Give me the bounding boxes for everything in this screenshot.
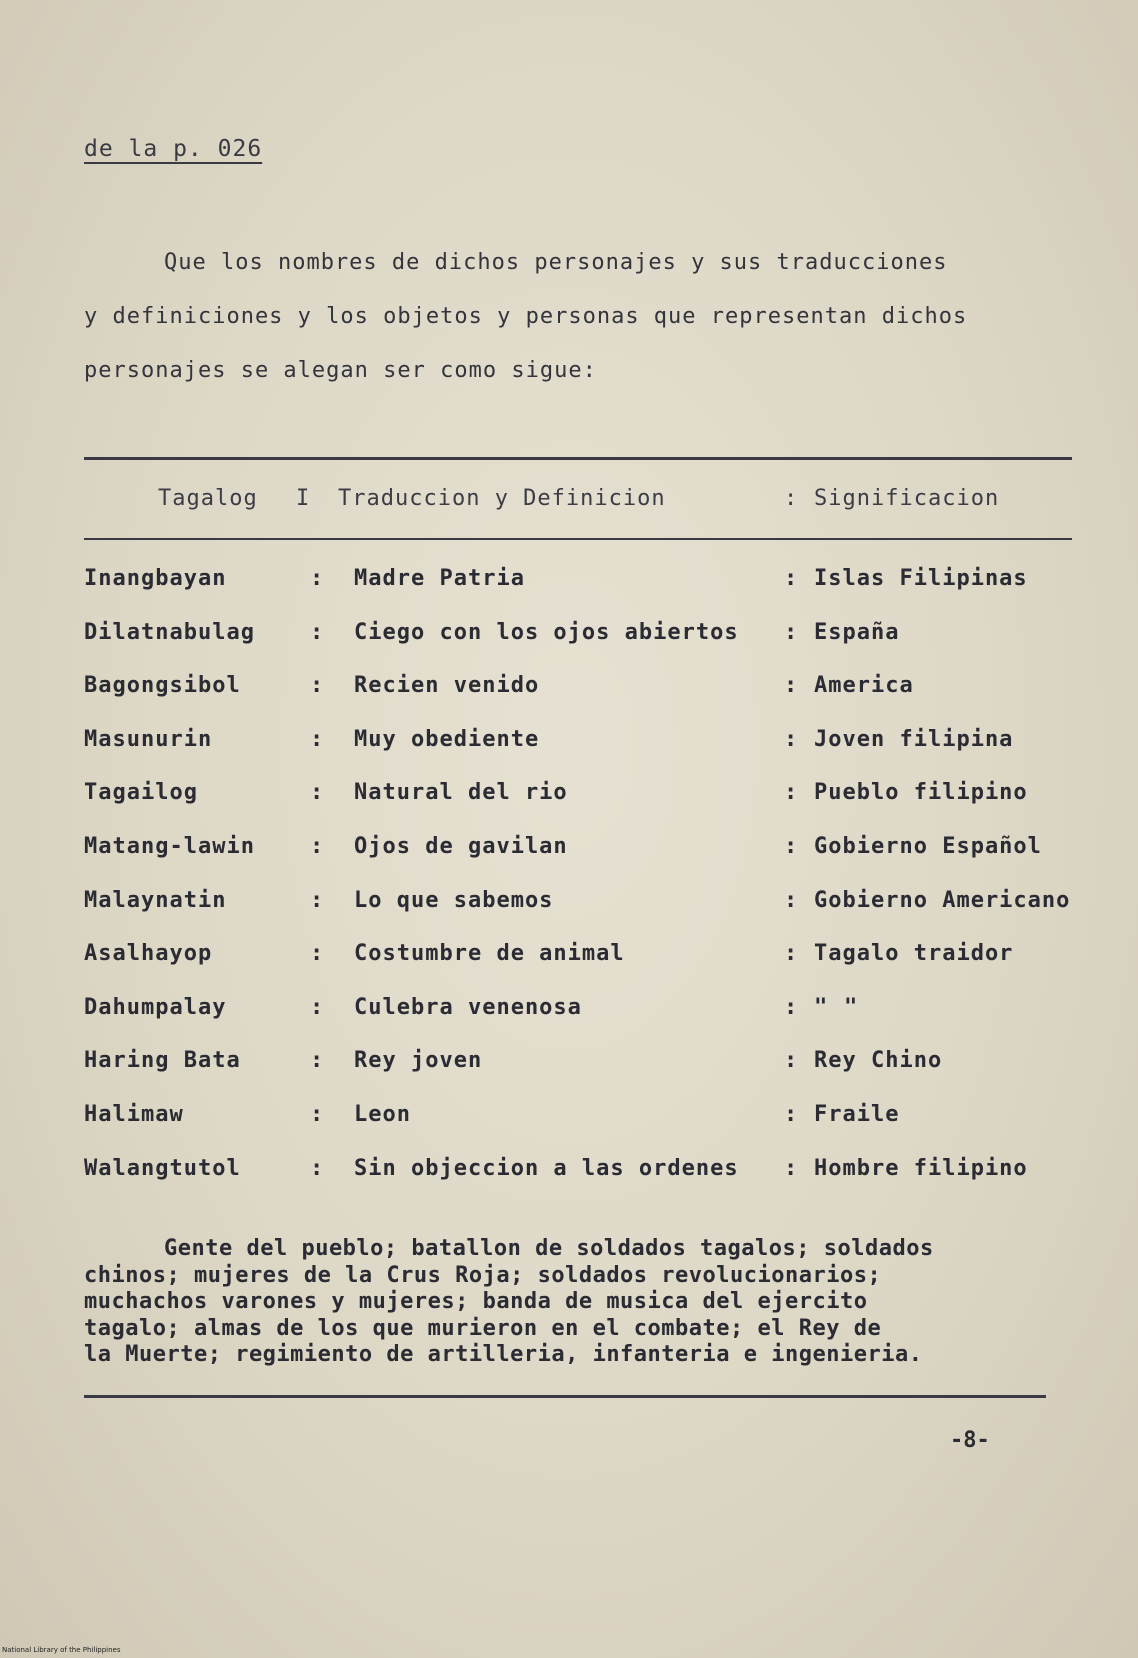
table-row xyxy=(84,566,1114,620)
cell-significacion: Pueblo filipino xyxy=(814,780,1028,806)
cell-separator: : xyxy=(310,887,325,913)
cell-traduccion: Muy obediente xyxy=(354,726,540,752)
cell-separator: : xyxy=(310,1155,325,1181)
table-row xyxy=(84,620,1114,674)
cell-separator: : xyxy=(784,994,799,1020)
ditto-mark: " xyxy=(814,994,829,1020)
header-tagalog: Tagalog xyxy=(158,486,258,511)
closing-line-4: tagalo; almas de los que murieron en el combate; el Rey de xyxy=(84,1315,882,1341)
intro-line-3: personajes se alegan ser como sigue: xyxy=(84,358,597,383)
closing-line-1: Gente del pueblo; batallon de soldados tagalos; soldados xyxy=(164,1236,934,1261)
cell-separator: : xyxy=(310,780,325,806)
cell-tagalog: Dahumpalay xyxy=(84,994,227,1020)
ditto-mark: " xyxy=(844,994,859,1020)
cell-separator: : xyxy=(310,833,325,859)
cell-traduccion: Culebra venenosa xyxy=(354,994,582,1020)
cell-separator: : xyxy=(784,673,799,699)
library-credit: National Library of the Philippines xyxy=(2,1646,121,1654)
cell-separator: : xyxy=(784,1155,799,1181)
cell-significacion: Fraile xyxy=(814,1101,900,1127)
cell-significacion: España xyxy=(814,619,900,645)
cell-separator: : xyxy=(310,566,325,591)
cell-traduccion: Natural del rio xyxy=(354,780,568,806)
page-reference: de la p. 026 xyxy=(84,136,263,162)
cell-tagalog: Inangbayan xyxy=(84,566,227,591)
cell-traduccion: Leon xyxy=(354,1101,411,1127)
cell-significacion: Rey Chino xyxy=(814,1048,943,1074)
table-row xyxy=(84,1156,1114,1210)
cell-separator: : xyxy=(310,673,325,699)
cell-traduccion: Costumbre de animal xyxy=(354,941,625,967)
intro-line-1: Que los nombres de dichos personajes y sus traducciones xyxy=(164,250,948,275)
cell-separator: : xyxy=(784,780,799,806)
cell-significacion: America xyxy=(814,673,914,699)
cell-separator: : xyxy=(784,566,799,591)
cell-separator: : xyxy=(784,1101,799,1127)
cell-tagalog: Walangtutol xyxy=(84,1155,241,1181)
cell-separator: : xyxy=(784,941,799,967)
cell-separator: : xyxy=(310,994,325,1020)
header-traduccion: Traduccion y Definicion xyxy=(338,486,666,511)
page-number: -8- xyxy=(950,1428,990,1453)
header-separator-1: I xyxy=(296,486,311,511)
cell-traduccion: Rey joven xyxy=(354,1048,483,1074)
cell-tagalog: Bagongsibol xyxy=(84,673,241,699)
intro-line-2: y definiciones y los objetos y personas que representan dichos xyxy=(84,304,968,329)
cell-traduccion: Recien venido xyxy=(354,673,540,699)
header-significacion: Significacion xyxy=(814,486,1000,511)
table-row xyxy=(84,1048,1114,1102)
cell-traduccion: Ciego con los ojos abiertos xyxy=(354,619,739,645)
cell-separator: : xyxy=(310,619,325,645)
cell-traduccion: Ojos de gavilan xyxy=(354,833,568,859)
cell-separator: : xyxy=(310,941,325,967)
cell-tagalog: Tagailog xyxy=(84,780,198,806)
table-row xyxy=(84,834,1114,888)
cell-separator: : xyxy=(310,726,325,752)
table-header-rule xyxy=(84,538,1072,540)
cell-tagalog: Asalhayop xyxy=(84,941,213,967)
cell-separator: : xyxy=(784,887,799,913)
cell-traduccion: Madre Patria xyxy=(354,566,525,591)
cell-significacion: Gobierno Español xyxy=(814,833,1042,859)
table-row xyxy=(84,727,1114,781)
cell-traduccion: Lo que sabemos xyxy=(354,887,554,913)
table-row xyxy=(84,780,1114,834)
table-row xyxy=(84,995,1114,1049)
table-row xyxy=(84,673,1114,727)
cell-significacion: Hombre filipino xyxy=(814,1155,1028,1181)
cell-separator: : xyxy=(784,726,799,752)
closing-line-5: la Muerte; regimiento de artilleria, infanteria e ingenieria. xyxy=(84,1342,923,1368)
cell-tagalog: Halimaw xyxy=(84,1101,184,1127)
cell-tagalog: Haring Bata xyxy=(84,1048,241,1074)
table-row xyxy=(84,888,1114,942)
header-separator-2: : xyxy=(784,486,799,511)
table-row xyxy=(84,1102,1114,1156)
table-top-rule xyxy=(84,457,1072,460)
cell-tagalog: Masunurin xyxy=(84,726,213,752)
cell-separator: : xyxy=(784,619,799,645)
closing-paragraph xyxy=(84,1236,1074,1369)
cell-significacion: Gobierno Americano xyxy=(814,887,1071,913)
cell-traduccion: Sin objeccion a las ordenes xyxy=(354,1155,739,1181)
cell-separator: : xyxy=(310,1101,325,1127)
bottom-rule xyxy=(84,1395,1046,1398)
cell-significacion: Tagalo traidor xyxy=(814,941,1014,967)
cell-separator: : xyxy=(784,833,799,859)
closing-line-2: chinos; mujeres de la Crus Roja; soldados revolucionarios; xyxy=(84,1262,882,1288)
cell-tagalog: Malaynatin xyxy=(84,887,227,913)
cell-significacion: Islas Filipinas xyxy=(814,566,1028,591)
intro-paragraph xyxy=(84,236,1074,398)
cell-tagalog: Dilatnabulag xyxy=(84,619,255,645)
cell-separator: : xyxy=(310,1048,325,1074)
cell-significacion: Joven filipina xyxy=(814,726,1014,752)
cell-tagalog: Matang-lawin xyxy=(84,833,255,859)
closing-line-3: muchachos varones y mujeres; banda de musica del ejercito xyxy=(84,1289,868,1315)
character-table xyxy=(84,566,1114,1209)
table-row xyxy=(84,941,1114,995)
cell-separator: : xyxy=(784,1048,799,1074)
